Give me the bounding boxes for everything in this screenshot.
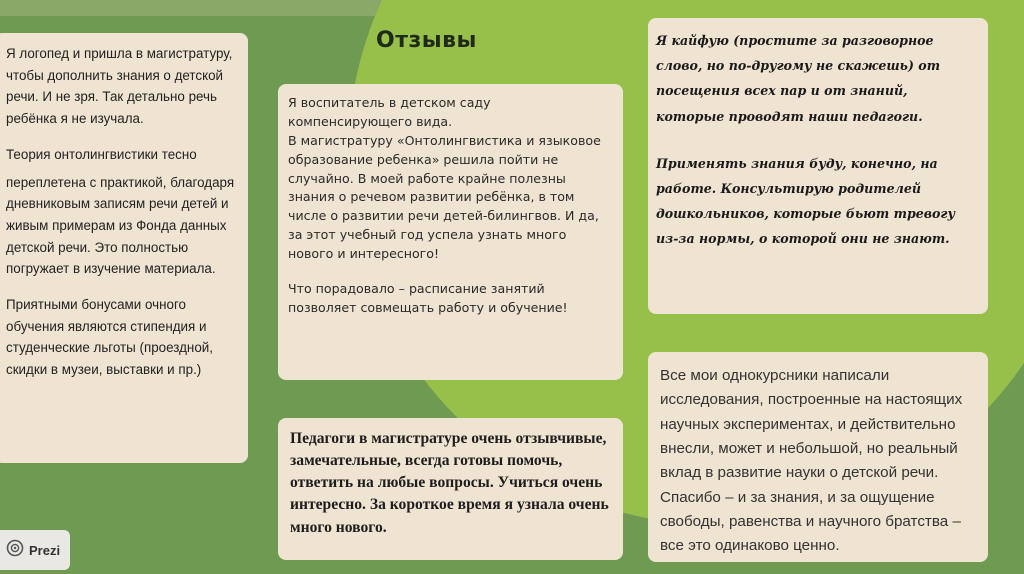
prezi-label: Prezi bbox=[29, 542, 61, 558]
review-paragraph: Педагоги в магистратуре очень отзывчивые, замечательные, всегда готовы помочь, ответить на любые вопросы. Учиться очень интересно. За короткое время я узнала очень много нового. bbox=[290, 430, 609, 536]
review-paragraph: Что порадовало – расписание занятий позволяет совмещать работу и обучение! bbox=[288, 281, 568, 315]
review-paragraph: Теория онтолингвистики тесно bbox=[6, 146, 197, 162]
review-paragraph: Я логопед и пришла в магистратуру, чтобы дополнить знания о детской речи. И не зря. Так детально речь ребёнка я не изучала. bbox=[6, 46, 233, 127]
review-paragraph: Я воспитатель в детском саду компенсирующего вида. bbox=[288, 95, 491, 129]
review-paragraph: Приятными бонусами очного обучения являются стипендия и студенческие льготы (проездной, скидки в музеи, выставки и пр.) bbox=[6, 297, 213, 378]
review-paragraph: Применять знания буду, конечно, на работе. Консультирую родителей дошкольников, которые бьют тревогу из-за нормы, о которой они не знают. bbox=[656, 155, 956, 247]
review-paragraph: В магистратуру «Онтолингвистика и языковое образование ребенка» решила пойти не случайно. В моей работе крайне полезны знания о речевом развитии ребёнка, в том числе о развитии речи детей-билингвов. И да, за этот учебный год успела узнать много нового и интересного! bbox=[288, 132, 601, 262]
review-card-middle-bottom bbox=[278, 418, 623, 560]
prezi-logo-icon bbox=[6, 539, 24, 562]
review-card-right-bottom bbox=[648, 352, 988, 562]
page-title: Отзывы bbox=[376, 28, 477, 53]
review-card-left bbox=[0, 33, 248, 463]
review-paragraph: Все мои однокурсники написали исследования, построенные на настоящих научных экспериментах, и действительно внесли, может и небольшой, но реальный вклад в развитие науки о детской речи. Спасибо – и за знания, и за ощущение свободы, равенства и научного братства – все это одинаково ценно. bbox=[660, 367, 963, 555]
review-paragraph: Я кайфую (простите за разговорное слово, но по-другому не скажешь) от посещения всех пар и от знаний, которые проводят наши педагоги. bbox=[656, 33, 941, 124]
review-paragraph: переплетена с практикой, благодаря дневниковым записям речи детей и живым примерам из Фонда данных детской речи. Это полностью погружает в изучение материала. bbox=[6, 174, 235, 277]
prezi-badge[interactable] bbox=[0, 530, 70, 570]
review-card-middle-top bbox=[278, 84, 623, 380]
review-card-right-top bbox=[648, 18, 988, 314]
